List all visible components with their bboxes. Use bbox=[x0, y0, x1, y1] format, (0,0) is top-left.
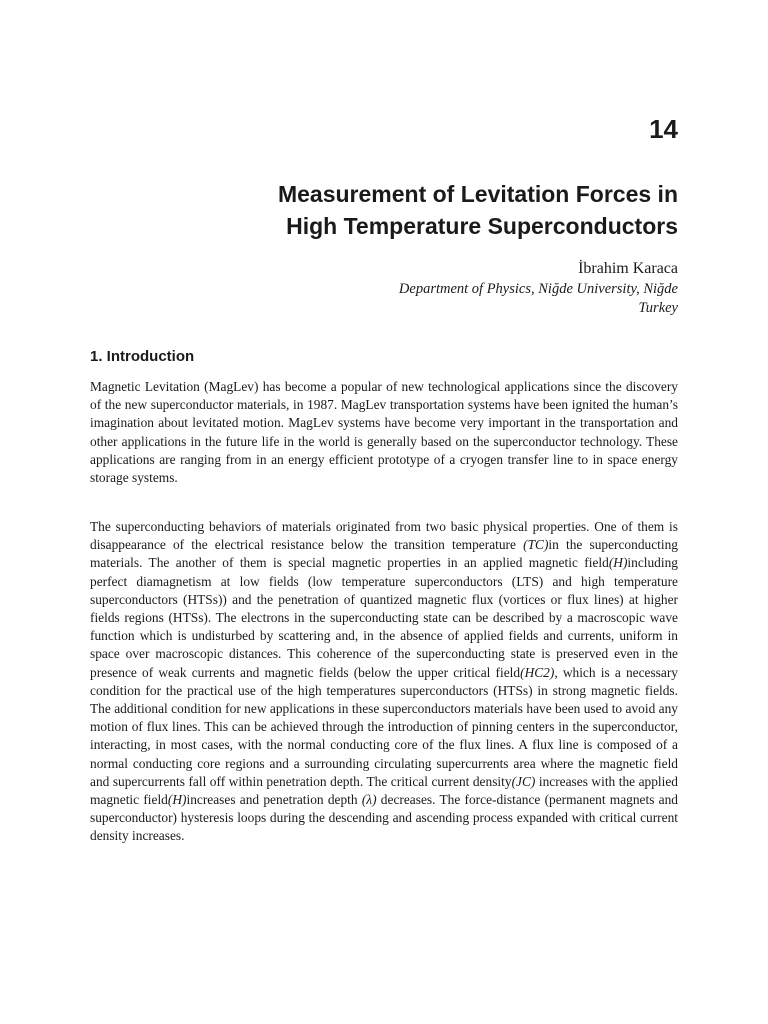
paragraph-text: increases and penetration depth bbox=[186, 792, 362, 808]
paragraph-text: , which is a necessary condition for the practical use of the high temperatures superconductors (HTSs) in strong magnetic fields. The additional condition for new applications in these superconductors materials have been used to avoid any motion of flux lines. This can be achieved through the introduction of pinning centers in the superconductor, interacting, in most cases, with the normal conducting core of the flux lines. A flux line is composed of a normal conducting core regions and a surrounding circulating supercurrents area where the magnetic field and supercurrents fall off within penetration depth. The critical current density bbox=[90, 664, 678, 789]
paragraph-text: decreases. The force-distance (permanent magnets and superconductor) hysteresis loops during the descending and ascending process expanded with critical current density increases. bbox=[90, 792, 679, 844]
affiliation-line-1: Department of Physics, Niğde University, Niğde bbox=[398, 281, 678, 297]
section-heading: 1. Introduction bbox=[90, 348, 195, 365]
author-affiliation bbox=[258, 280, 678, 318]
author-name: İbrahim Karaca bbox=[578, 260, 678, 277]
chapter-title-line-2: High Temperature Superconductors bbox=[286, 213, 678, 239]
paragraph-text: increases with the applied magnetic field bbox=[90, 773, 678, 808]
math-upper-critical-field: (HC2) bbox=[520, 664, 555, 680]
chapter-number: 14 bbox=[649, 114, 678, 144]
math-magnetic-field: (H) bbox=[608, 555, 628, 571]
affiliation-line-2: Turkey bbox=[638, 300, 678, 316]
paragraph-text: The superconducting behaviors of materials originated from two basic physical properties. One of them is disappearance of the electrical resistance below the transition temperature bbox=[90, 519, 678, 553]
math-penetration-depth: (λ) bbox=[361, 792, 377, 808]
math-magnetic-field: (H) bbox=[167, 792, 187, 808]
chapter-title bbox=[118, 178, 678, 242]
intro-paragraph-2 bbox=[90, 518, 678, 846]
intro-paragraph-1: Magnetic Levitation (MagLev) has become a popular of new technological applications since the discovery of the new superconductor materials, in 1987. MagLev transportation systems have been ignited the human’s imagination about levitated motion. MagLev systems have become very important in the transportation and other applications in the future life in the world is generally based on the superconductor technology. These applications are ranging from in an energy efficient prototype of a cryogen transfer line to in space energy storage systems. bbox=[90, 379, 678, 486]
paragraph-text: including perfect diamagnetism at low fields (low temperature superconductors (LTS) and high temperature superconductors (HTSs)) and the penetration of quantized magnetic flux (vortices or flux lines) at higher fields regions (HTSs). The electrons in the superconducting state can be described by a macroscopic wave function which is undisturbed by scattering and, in the absence of applied fields and currents, uniform in space over macroscopic distances. This coherence of the superconducting state is preserved even in the presence of weak currents and magnetic fields (below the upper critical field bbox=[90, 555, 678, 680]
math-critical-temperature: (TC) bbox=[523, 537, 549, 553]
math-critical-current-density: (JC) bbox=[511, 773, 536, 789]
chapter-title-line-1: Measurement of Levitation Forces in bbox=[277, 181, 678, 207]
paragraph-text: in the superconducting materials. The another of them is special magnetic properties in an applied magnetic field bbox=[90, 537, 678, 571]
